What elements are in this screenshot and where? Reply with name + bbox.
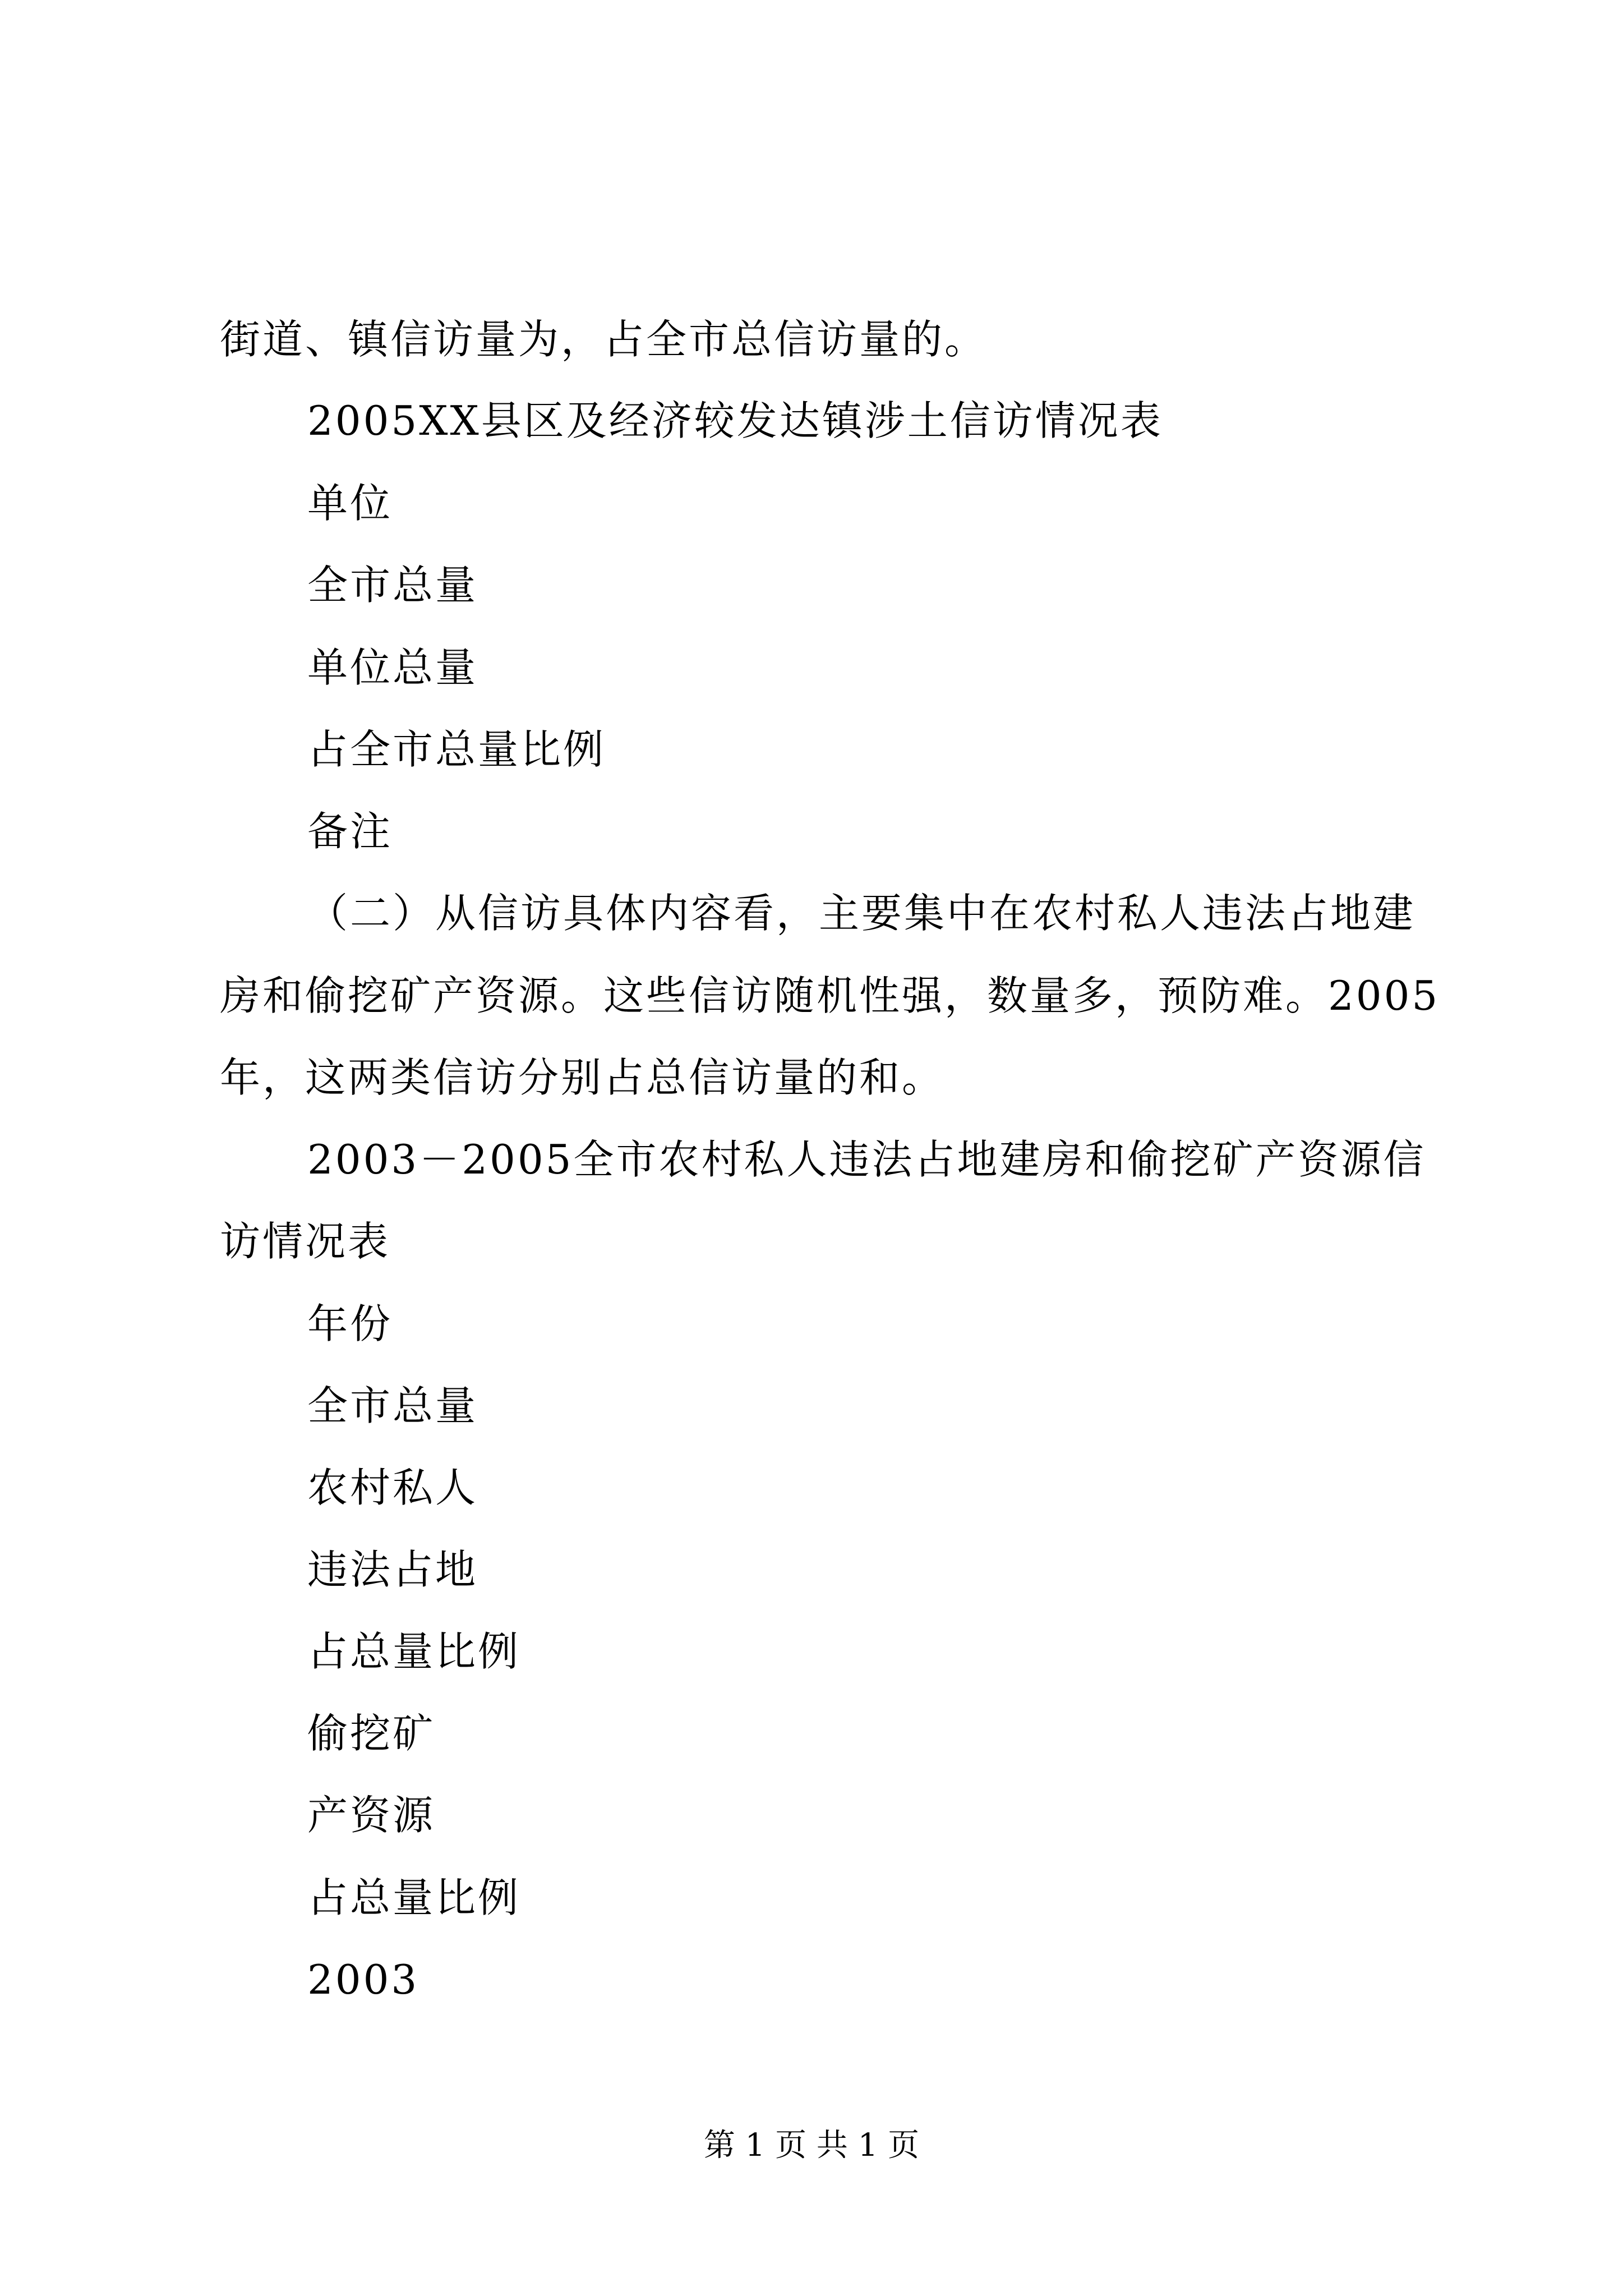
- table-header-ratio-1: 占总量比例: [307, 1628, 521, 1675]
- table-header-rural-private: 农村私人: [307, 1464, 478, 1511]
- paragraph-line-3: 年，这两类信访分别占总信访量的和。: [220, 1054, 945, 1101]
- table-header-year: 年份: [307, 1300, 393, 1347]
- table-header-city-total: 全市总量: [307, 562, 478, 609]
- table-title-1: 2005XX县区及经济较发达镇涉土信访情况表: [307, 397, 1163, 444]
- table-header-unit: 单位: [307, 480, 393, 527]
- table-header-mineral-resources: 产资源: [307, 1792, 436, 1839]
- table-header-illegal-mining: 偷挖矿: [307, 1710, 436, 1757]
- table-header-ratio-2: 占总量比例: [307, 1874, 521, 1921]
- table-header-city-total-2: 全市总量: [307, 1382, 478, 1429]
- table-cell-year-2003: 2003: [307, 1956, 419, 2003]
- table-header-illegal-land: 违法占地: [307, 1546, 478, 1593]
- table-title-2-line-2: 访情况表: [220, 1218, 391, 1265]
- table-header-unit-total: 单位总量: [307, 644, 478, 691]
- paragraph-line-1: （二）从信访具体内容看，主要集中在农村私人违法占地建: [307, 890, 1416, 937]
- table-header-remark: 备注: [307, 808, 393, 855]
- paragraph-line-2: 房和偷挖矿产资源。这些信访随机性强，数量多，预防难。2005: [220, 972, 1440, 1019]
- text-line-1: 街道、镇信访量为，占全市总信访量的。: [220, 316, 988, 363]
- page-footer: 第 1 页 共 1 页: [703, 2127, 920, 2164]
- table-title-2-line-1: 2003－2005全市农村私人违法占地建房和偷挖矿产资源信: [307, 1136, 1426, 1183]
- table-header-ratio: 占全市总量比例: [307, 726, 606, 773]
